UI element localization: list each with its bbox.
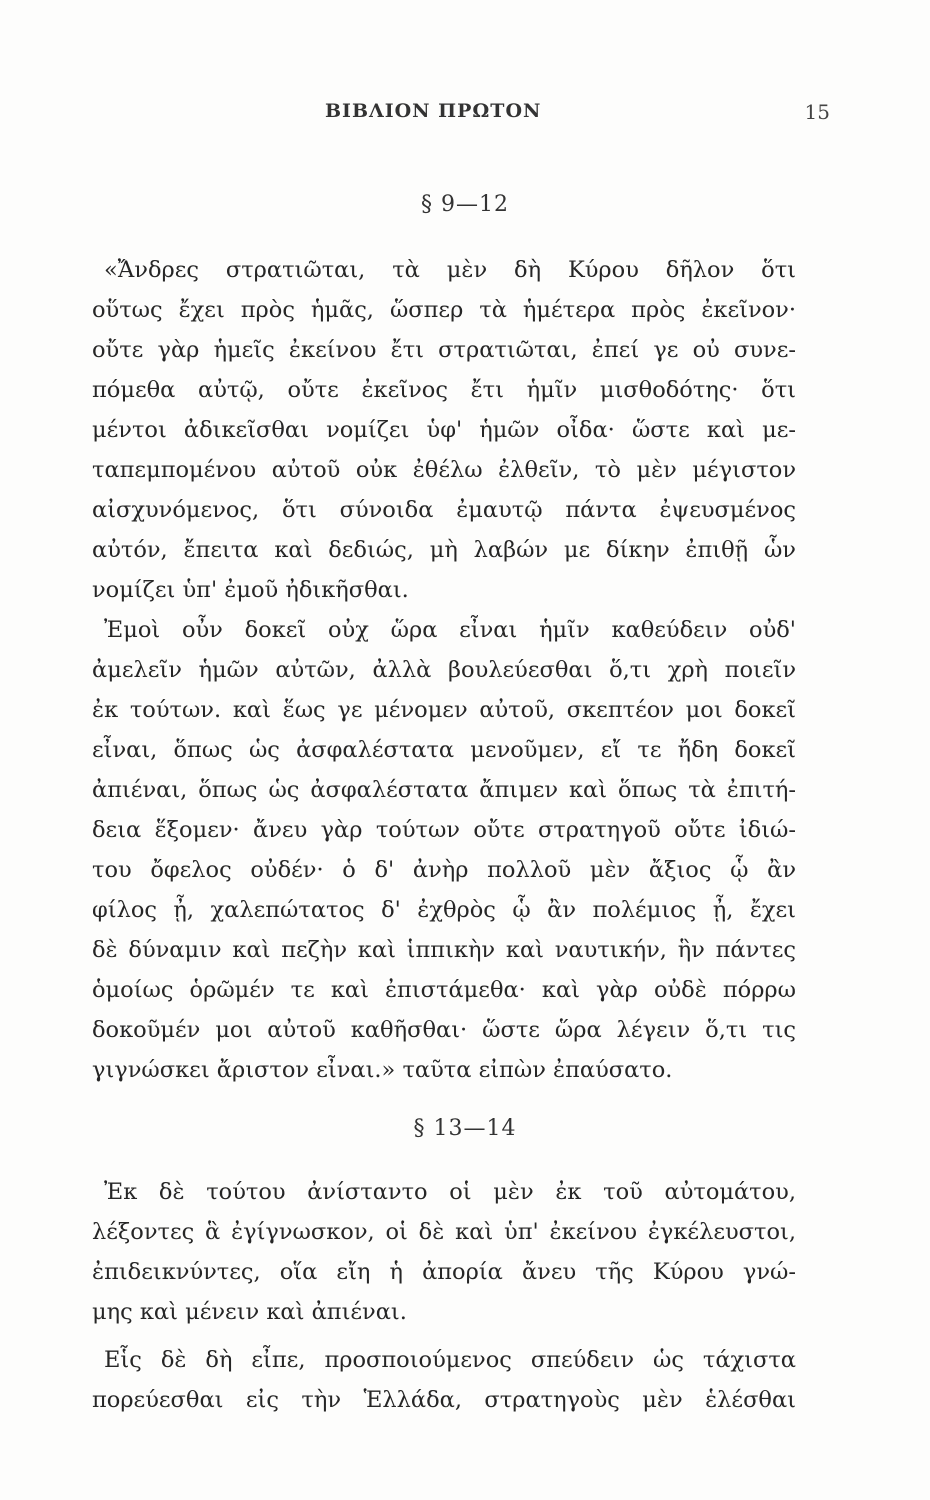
text-line: πόμεθα αὐτῷ, οὔτε ἐκεῖνος ἔτι ἡμῖν μισθοδότης· ὅτι [92,377,796,403]
text-line: αἰσχυνόμενος, ὅτι σύνοιδα ἐμαυτῷ πάντα ἐψευσμένος [92,497,796,523]
text-line: Ἐμοὶ οὖν δοκεῖ οὐχ ὥρα εἶναι ἡμῖν καθεύδειν οὐδ' [104,617,796,643]
text-line: μης καὶ μένειν καὶ ἀπιέναι. [92,1299,407,1325]
text-line: του ὄφελος οὐδέν· ὁ δ' ἀνὴρ πολλοῦ μὲν ἄξιος ᾧ ἂν [92,857,796,883]
text-line: νομίζει ὑπ' ἐμοῦ ἠδικῆσθαι. [92,577,409,603]
paragraph [92,610,796,1090]
text-line: δεια ἕξομεν· ἄνευ γὰρ τούτων οὔτε στρατηγοῦ οὔτε ἰδιώ- [92,817,796,843]
paragraph [92,1340,796,1420]
text-line: ἐπιδεικνύντες, οἵα εἴη ἡ ἀπορία ἄνευ τῆς Κύρου γνώ- [92,1259,796,1285]
text-line: «Ἄνδρες στρατιῶται, τὰ μὲν δὴ Κύρου δῆλον ὅτι [104,257,796,283]
text-line: φίλος ᾖ, χαλεπώτατος δ' ἐχθρὸς ᾧ ἂν πολέμιος ᾖ, ἔχει [92,897,796,923]
running-title: ΒΙΒΛΙΟΝ ΠΡΩΤΟΝ [325,100,542,122]
paragraph [92,1172,796,1332]
text-line: ἐκ τούτων. καὶ ἕως γε μένομεν αὐτοῦ, σκεπτέον μοι δοκεῖ [92,697,796,723]
text-line: γιγνώσκει ἄριστον εἶναι.» ταῦτα εἰπὼν ἐπαύσατο. [92,1057,673,1083]
section-heading: § 9—12 [421,192,509,217]
text-line: δοκοῦμέν μοι αὐτοῦ καθῆσθαι· ὥστε ὥρα λέγειν ὅ,τι τις [92,1017,796,1043]
text-line: Ἐκ δὲ τούτου ἀνίσταντο οἱ μὲν ἐκ τοῦ αὐτομάτου, [104,1179,796,1205]
text-line: ἀπιέναι, ὅπως ὡς ἀσφαλέστατα ἄπιμεν καὶ ὅπως τὰ ἐπιτή- [92,777,796,803]
page-number: 15 [804,100,830,124]
text-line: πορεύεσθαι εἰς τὴν Ἑλλάδα, στρατηγοὺς μὲν ἑλέσθαι [92,1387,796,1413]
text-line: λέξοντες ἃ ἐγίγνωσκον, οἱ δὲ καὶ ὑπ' ἐκείνου ἐγκέλευστοι, [92,1219,796,1245]
text-line: οὔτε γὰρ ἡμεῖς ἐκείνου ἔτι στρατιῶται, ἐπεί γε οὐ συνε- [92,337,796,363]
paragraph [92,250,796,610]
text-line: δὲ δύναμιν καὶ πεζὴν καὶ ἱππικὴν καὶ ναυτικήν, ἣν πάντες [92,937,796,963]
text-line: ἀμελεῖν ἡμῶν αὐτῶν, ἀλλὰ βουλεύεσθαι ὅ,τι χρὴ ποιεῖν [92,657,796,683]
text-line: ταπεμπομένου αὐτοῦ οὐκ ἐθέλω ἐλθεῖν, τὸ μὲν μέγιστον [92,457,796,483]
text-line: οὕτως ἔχει πρὸς ἡμᾶς, ὥσπερ τὰ ἡμέτερα πρὸς ἐκεῖνον· [92,297,796,323]
text-line: Εἷς δὲ δὴ εἶπε, προσποιούμενος σπεύδειν ὡς τάχιστα [104,1347,796,1373]
text-line: ὁμοίως ὁρῶμέν τε καὶ ἐπιστάμεθα· καὶ γὰρ οὐδὲ πόρρω [92,977,796,1003]
text-line: εἶναι, ὅπως ὡς ἀσφαλέστατα μενοῦμεν, εἴ τε ἤδη δοκεῖ [92,737,796,763]
running-head [100,100,830,136]
section-heading: § 13—14 [413,1116,517,1141]
text-line: αὐτόν, ἔπειτα καὶ δεδιώς, μὴ λαβών με δίκην ἐπιθῇ ὧν [92,537,796,563]
text-line: μέντοι ἀδικεῖσθαι νομίζει ὑφ' ἡμῶν οἶδα· ὥστε καὶ με- [92,417,796,443]
